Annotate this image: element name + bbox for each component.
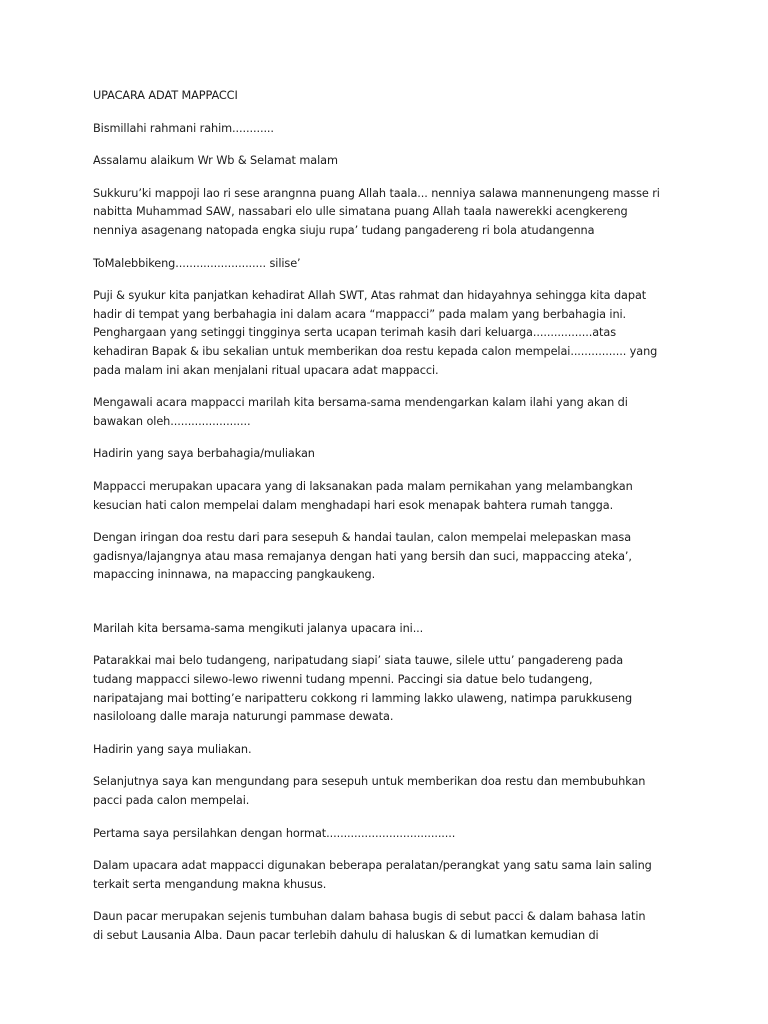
paragraph-doa-restu: Dengan iringan doa restu dari para sesepuh & handai taulan, calon mempelai melepaskan masa gadisnya/lajangnya atau masa remajanya dengan hati yang bersih dan suci, mappaccing ateka’, mapaccing ininnawa, na mapaccing pangkaukeng. [93, 531, 632, 582]
paragraph-hadirin-muliakan: Hadirin yang saya muliakan. [93, 742, 252, 756]
paragraph-greeting: Assalamu alaikum Wr Wb & Selamat malam [93, 154, 338, 168]
paragraph-marilah: Marilah kita bersama-sama mengikuti jalanya upacara ini... [93, 621, 424, 635]
paragraph-pertama: Pertama saya persilahkan dengan hormat..................................... [93, 826, 456, 840]
paragraph-tomalebbikeng: ToMalebbikeng.......................... silise’ [93, 256, 301, 270]
paragraph-daun-pacar: Daun pacar merupakan sejenis tumbuhan dalam bahasa bugis di sebut pacci & dalam bahasa latin di sebut Lausania Alba. Daun pacar terlebih dahulu di haluskan & di lumatkan kemudian di [93, 910, 646, 942]
document-page [93, 87, 663, 960]
paragraph-selanjutnya: Selanjutnya saya kan mengundang para sesepuh untuk memberikan doa restu dan membubuhkan pacci pada calon mempelai. [93, 775, 646, 808]
paragraph-patarakkai: Patarakkai mai belo tudangeng, naripatudang siapi’ siata tauwe, silele uttu’ pangadereng pada tudang mappacci silewo-lewo riwenni tudang mpenni. Paccingi sia datue belo tudangeng, naripatajang mai botting’e naripatteru cokkong ri lamming lakko ulaweng, natimpa parukkuseng nasiloloang dalle maraja naturungi pammase dewata. [93, 654, 633, 724]
document-title: UPACARA ADAT MAPPACCI [93, 89, 238, 102]
paragraph-mappacci-definition: Mappacci merupakan upacara yang di laksanakan pada malam pernikahan yang melambangkan kesucian hati calon mempelai dalam menghadapi hari esok menapak bahtera rumah tangga. [93, 479, 633, 512]
paragraph-hadirin-berbahagia: Hadirin yang saya berbahagia/muliakan [93, 447, 315, 461]
paragraph-mengawali: Mengawali acara mappacci marilah kita bersama-sama mendengarkan kalam ilahi yang akan di bawakan oleh....................... [93, 396, 628, 428]
paragraph-peralatan: Dalam upacara adat mappacci digunakan beberapa peralatan/perangkat yang satu sama lain saling terkait serta mengandung makna khusus. [93, 859, 652, 891]
paragraph-puji-syukur: Puji & syukur kita panjatkan kehadirat Allah SWT, Atas rahmat dan hidayahnya sehingga kita dapat hadir di tempat yang berbahagia ini dalam acara “mappacci” pada malam yang berbahagia ini. Penghargaan yang setinggi tingginya serta ucapan terimah kasih dari keluarga.................atas kehadiran Bapak & ibu sekalian untuk memberikan doa restu kepada calon mempelai................ yang pada malam ini akan menjalani ritual upacara adat mappacci. [93, 289, 658, 377]
paragraph-sukkuru: Sukkuru’ki mappoji lao ri sese arangnna puang Allah taala... nenniya salawa mannenungeng masse ri nabitta Muhammad SAW, nassabari elo ulle simatana puang Allah taala nawerekki acengkereng nenniya asagenang natopada engka siuju rupa’ tudang pangadereng ri bola atudangenna [93, 186, 660, 237]
section-spacer [93, 599, 663, 620]
paragraph-bismillah: Bismillahi rahmani rahim............ [93, 121, 274, 135]
